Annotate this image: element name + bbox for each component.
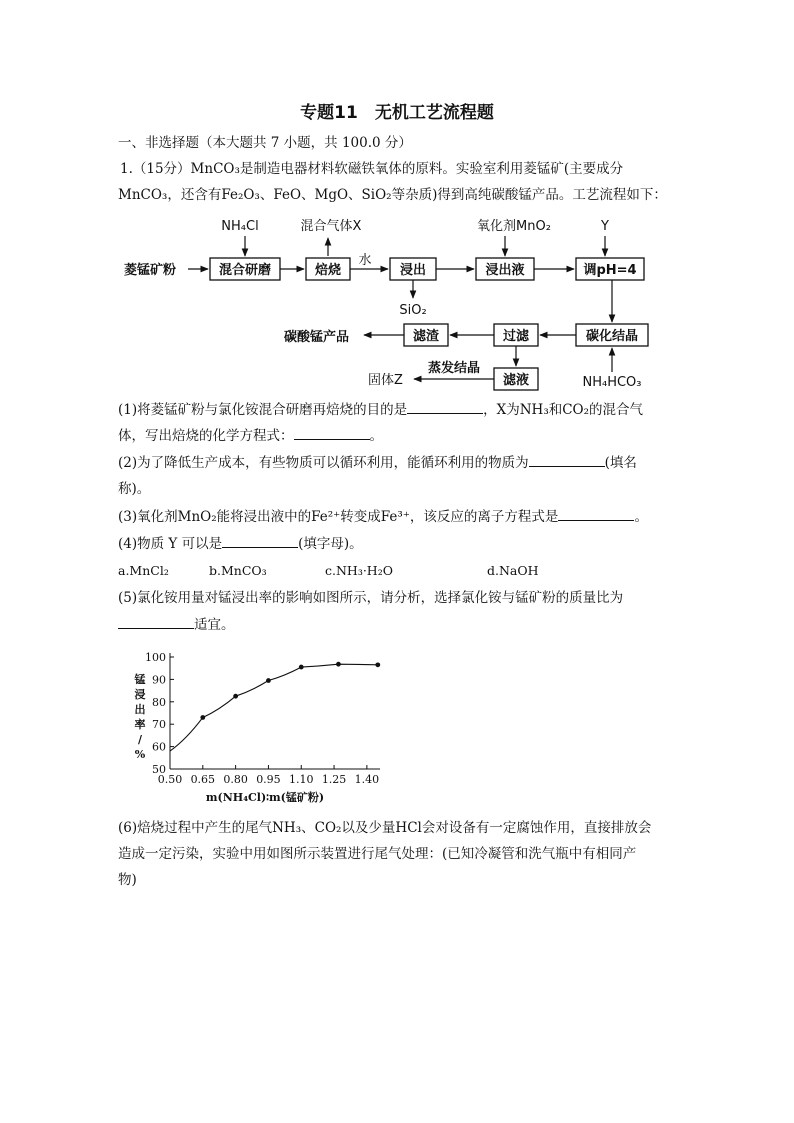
chart-y-label-char: / xyxy=(137,733,143,746)
leaching-rate-chart xyxy=(118,645,388,810)
chart-y-label-char: 率 xyxy=(134,718,146,731)
chart-x-tick-label: 0.80 xyxy=(223,773,248,786)
box-adjust-ph-label: 调pH=4 xyxy=(583,263,637,278)
chart-y-tick-label: 100 xyxy=(145,651,166,664)
evaporate-label: 蒸发结晶 xyxy=(427,361,481,376)
reagent-y: Y xyxy=(601,219,609,234)
product-label: 碳酸锰产品 xyxy=(284,330,350,345)
box-filter-label: 过滤 xyxy=(502,329,530,344)
intro-line-2: MnCO₃，还含有Fe₂O₃、FeO、MgO、SiO₂等杂质)得到高纯碳酸锰产品。工艺流程如下： xyxy=(118,187,667,203)
chart-series-line xyxy=(170,664,378,751)
question-3: (3)氧化剂MnO₂能将浸出液中的Fe²⁺转变成Fe³⁺，该反应的离子方程式是 。 xyxy=(118,506,648,528)
answer-blank-1b[interactable] xyxy=(294,425,370,440)
reagent-nh4cl: NH₄Cl xyxy=(221,219,259,234)
chart-x-tick-label: 1.10 xyxy=(289,773,314,786)
box-residue-label: 滤渣 xyxy=(412,329,440,344)
answer-blank-1a[interactable] xyxy=(407,399,483,414)
solid-z-label: 固体Z xyxy=(368,373,403,388)
question-2-line-1: (2)为了降低生产成本，有些物质可以循环利用，能循环利用的物质为 (填名 xyxy=(118,452,637,474)
question-1-line-2: 体，写出焙烧的化学方程式： 。 xyxy=(118,425,383,447)
chart-axes xyxy=(170,653,380,769)
option-c: c.NH₃·H₂O xyxy=(325,563,393,578)
answer-blank-4[interactable] xyxy=(222,533,298,548)
chart-y-tick-label: 90 xyxy=(152,673,166,687)
question-4: (4)物质 Y 可以是 (填字母)。 xyxy=(118,533,363,555)
box-leach-label: 浸出 xyxy=(399,263,427,278)
answer-blank-2[interactable] xyxy=(529,452,605,467)
chart-data-point xyxy=(266,678,271,683)
chart-y-label-char: 出 xyxy=(134,703,146,716)
box-mix-label: 混合研磨 xyxy=(218,263,272,278)
question-2-line-2: 称)。 xyxy=(118,481,151,497)
nh4hco3-label: NH₄HCO₃ xyxy=(582,375,642,390)
gas-x-label: 混合气体X xyxy=(300,219,362,234)
water-label: 水 xyxy=(358,253,372,268)
chart-y-tick-label: 70 xyxy=(152,718,166,732)
chart-y-label-char: 锰 xyxy=(134,673,146,686)
box-roast-label: 焙烧 xyxy=(314,263,342,278)
answer-blank-5[interactable] xyxy=(118,614,194,629)
box-filtrate-label: 滤液 xyxy=(502,373,530,388)
chart-data-point xyxy=(299,665,304,670)
question-5-line-2: 适宜。 xyxy=(118,614,235,636)
chart-y-tick-label: 80 xyxy=(152,695,166,709)
raw-material-label: 菱锰矿粉 xyxy=(124,263,177,278)
chart-x-tick-label: 0.95 xyxy=(256,773,281,786)
sio2-label: SiO₂ xyxy=(399,303,427,318)
section-heading: 一、非选择题（本大题共 7 小题，共 100.0 分） xyxy=(118,135,412,151)
option-b: b.MnCO₃ xyxy=(209,563,267,578)
option-a: a.MnCl₂ xyxy=(118,563,169,578)
chart-x-tick-label: 0.65 xyxy=(190,773,216,786)
chart-y-label xyxy=(134,672,146,761)
box-leachate-label: 浸出液 xyxy=(485,263,525,278)
process-flow-diagram xyxy=(118,210,678,395)
chart-x-ticks xyxy=(158,765,379,786)
chart-data-point xyxy=(233,694,238,699)
question-6-line-2: 造成一定污染，实验中用如图所示装置进行尾气处理：(已知冷凝管和洗气瓶中有相同产 xyxy=(118,846,637,862)
chart-y-label-char: % xyxy=(134,748,146,761)
question-5-line-1: (5)氯化铵用量对锰浸出率的影响如图所示，请分析，选择氯化铵与锰矿粉的质量比为 xyxy=(118,590,624,606)
oxidant-label: 氧化剂MnO₂ xyxy=(477,219,551,234)
question-6-line-3: 物) xyxy=(118,872,137,888)
chart-points xyxy=(200,662,380,720)
question-1-line-1: (1)将菱锰矿粉与氯化铵混合研磨再焙烧的目的是 ，X为NH₃和CO₂的混合气 xyxy=(118,399,643,421)
chart-x-tick-label: 1.25 xyxy=(321,773,347,786)
chart-data-point xyxy=(336,662,341,667)
chart-data-point xyxy=(200,715,205,720)
chart-y-tick-label: 60 xyxy=(152,740,166,754)
option-d: d.NaOH xyxy=(487,563,539,578)
chart-data-point xyxy=(375,662,380,667)
chart-x-tick-label: 0.50 xyxy=(157,773,183,786)
answer-blank-3[interactable] xyxy=(558,506,634,521)
page-title: 专题11 无机工艺流程题 xyxy=(300,103,494,123)
question-6-line-1: (6)焙烧过程中产生的尾气NH₃、CO₂以及少量HCl会对设备有一定腐蚀作用，直接排放会 xyxy=(118,820,652,836)
chart-y-tick-label: 50 xyxy=(152,763,166,776)
intro-line-1: 1.（15分）MnCO₃是制造电器材料软磁铁氧体的原料。实验室利用菱锰矿(主要成分 xyxy=(120,161,624,177)
chart-x-label: m(NH₄Cl)∶m(锰矿粉) xyxy=(205,791,325,804)
chart-y-label-char: 浸 xyxy=(134,688,146,701)
box-carbonize-label: 碳化结晶 xyxy=(585,329,639,344)
chart-x-tick-label: 1.40 xyxy=(354,773,380,786)
